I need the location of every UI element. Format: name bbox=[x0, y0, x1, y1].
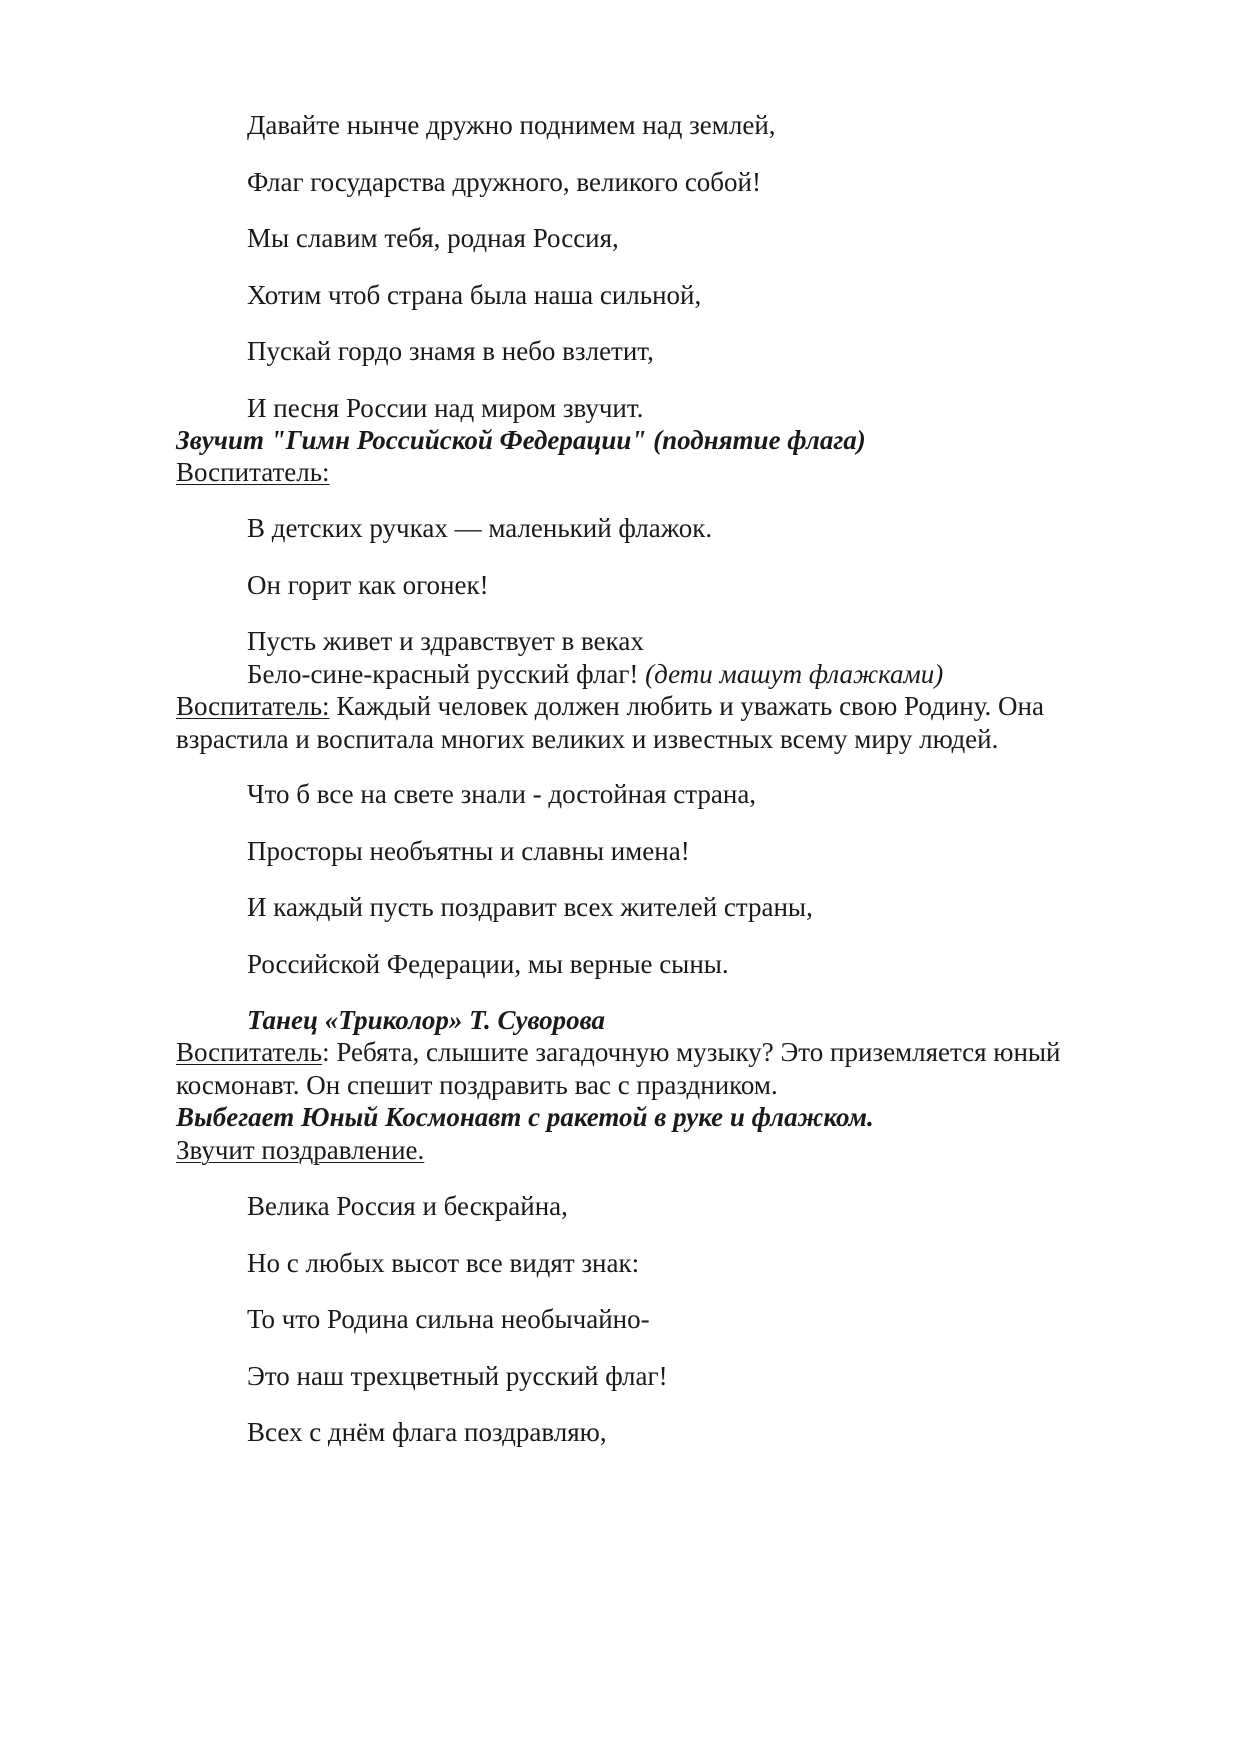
speaker-label: Воспитатель bbox=[176, 1037, 323, 1067]
speaker-label: Воспитатель: bbox=[176, 457, 330, 487]
poem-line: Пускай гордо знамя в небо взлетит, bbox=[247, 336, 654, 366]
speech-text: : Ребята, слышите загадочную музыку? Это приземляется юный bbox=[322, 1037, 1061, 1067]
poem-line: Что б все на свете знали - достойная страна, bbox=[247, 779, 757, 809]
stage-direction-anthem: Звучит "Гимн Российской Федерации" (поднятие флага) bbox=[176, 425, 866, 455]
greeting-label: Звучит поздравление. bbox=[176, 1135, 425, 1165]
poem-line: Просторы необъятны и славны имена! bbox=[247, 836, 690, 866]
poem-line: И каждый пусть поздравит всех жителей страны, bbox=[247, 892, 813, 922]
poem-line: Он горит как огонек! bbox=[247, 570, 489, 600]
speech-text-continued: космонавт. Он спешит поздравить вас с праздником. bbox=[176, 1070, 778, 1100]
poem-line: В детских ручках — маленький флажок. bbox=[247, 513, 713, 543]
speech-text: Каждый человек должен любить и уважать свою Родину. Она bbox=[329, 691, 1044, 721]
stage-direction-cosmonaut: Выбегает Юный Космонавт с ракетой в руке и флажком. bbox=[176, 1102, 874, 1132]
poem-line: Но с любых высот все видят знак: bbox=[247, 1248, 640, 1278]
poem-line: И песня России над миром звучит. bbox=[247, 393, 644, 423]
poem-line: Мы славим тебя, родная Россия, bbox=[247, 223, 619, 253]
poem-line: Флаг государства дружного, великого собой! bbox=[247, 167, 761, 197]
speaker-label: Воспитатель: bbox=[176, 691, 330, 721]
poem-line: Давайте нынче дружно поднимем над землей, bbox=[247, 110, 776, 140]
poem-line: Всех с днём флага поздравляю, bbox=[247, 1417, 607, 1447]
poem-line-text: Бело-сине-красный русский флаг! bbox=[247, 659, 646, 689]
poem-line: То что Родина сильна необычайно- bbox=[247, 1304, 650, 1334]
speech-text-continued: взрастила и воспитала многих великих и известных всему миру людей. bbox=[176, 724, 999, 754]
stage-direction-flags: (дети машут флажками) bbox=[645, 659, 944, 689]
poem-line: Российской Федерации, мы верные сыны. bbox=[247, 949, 729, 979]
poem-line: Велика Россия и бескрайна, bbox=[247, 1191, 568, 1221]
speech-paragraph bbox=[176, 689, 1044, 723]
poem-line: Хотим чтоб страна была наша сильной, bbox=[247, 280, 702, 310]
poem-line: Пусть живет и здравствует в веках bbox=[247, 626, 644, 656]
speech-paragraph bbox=[176, 1035, 1061, 1069]
poem-line: Это наш трехцветный русский флаг! bbox=[247, 1361, 668, 1391]
poem-line-with-direction bbox=[247, 657, 943, 691]
dance-title: Танец «Триколор» Т. Суворова bbox=[247, 1005, 606, 1035]
